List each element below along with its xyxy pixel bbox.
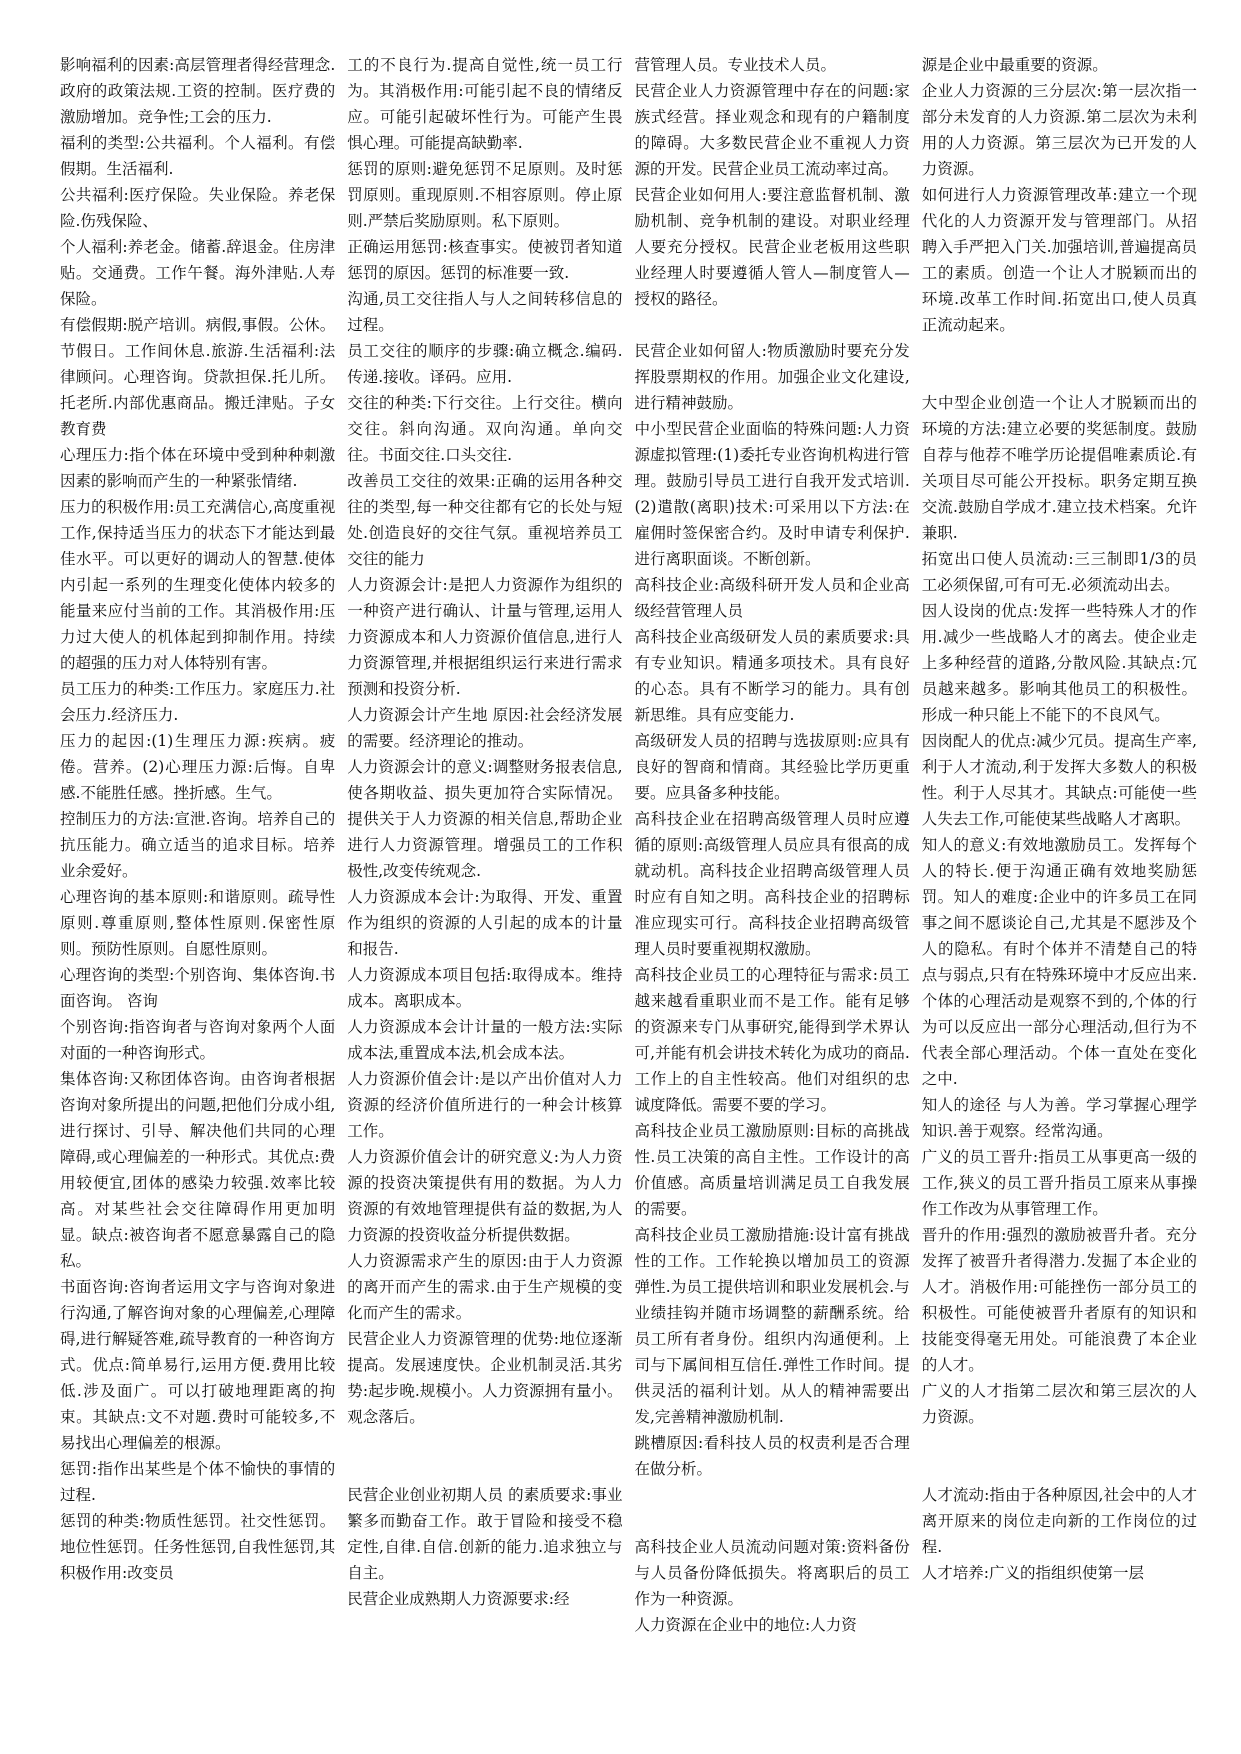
- paragraph: 压力的积极作用:员工充满信心,高度重视工作,保持适当压力的状态下才能达到最佳水平。可以更好的调动人的智慧.使体内引起一系列的生理变化使体内较多的能量来应付当前的工作。其消极作用:压力过大使人的机体起到抑制作用。持续的超强的压力对人体特别有害。: [60, 498, 336, 672]
- paragraph: 个别咨询:指咨询者与咨询对象两个人面对面的一种咨询形式。: [60, 1018, 336, 1062]
- column-4: [922, 52, 1197, 1734]
- paragraph: 福利的类型:公共福利。个人福利。有偿假期。生活福利.: [60, 134, 336, 178]
- paragraph: 心理咨询的类型:个别咨询、集体咨询.书面咨询。 咨询: [60, 966, 336, 1010]
- paragraph: 民营企业如何留人:物质激励时要充分发挥股票期权的作用。加强企业文化建设,进行精神鼓励。: [634, 342, 910, 412]
- paragraph: 惩罚的种类:物质性惩罚。社交性惩罚。地位性惩罚。任务性惩罚,自我性惩罚,其积极作用:改变员: [60, 1512, 336, 1582]
- paragraph: 沟通,员工交往指人与人之间转移信息的过程。: [347, 290, 623, 334]
- paragraph: 因人设岗的优点:发挥一些特殊人才的作用.减少一些战略人才的离去。使企业走上多种经营的道路,分散风险.其缺点:冗员越来越多。影响其他员工的积极性。形成一种只能上不能下的不良风气。: [921, 602, 1197, 724]
- paragraph: 知人的途径 与人为善。学习掌握心理学知识.善于观察。经常沟通。: [921, 1096, 1197, 1140]
- paragraph: 民营企业人力资源管理中存在的问题:家族式经营。择业观念和现有的户籍制度的障碍。大多数民营企业不重视人力资源的开发。民营企业员工流动率过高。: [634, 82, 910, 178]
- paragraph: 民营企业创业初期人员 的素质要求:事业繁多而勤奋工作。敢于冒险和接受不稳定性,自律.自信.创新的能力.追求独立与自主。: [347, 1486, 623, 1582]
- paragraph: 高科技企业人员流动问题对策:资料备份与人员备份降低损失。将离职后的员工作为一种资源。: [634, 1538, 910, 1608]
- paragraph: 改善员工交往的效果:正确的运用各种交往的类型,每一种交往都有它的长处与短处.创造良好的交往气氛。重视培养员工交往的能力: [347, 472, 623, 568]
- spacer: [347, 1430, 622, 1482]
- paragraph: 控制压力的方法:宣泄.咨询。培养自己的抗压能力。确立适当的追求目标。培养业余爱好。: [60, 810, 336, 880]
- column-1: [60, 52, 335, 1734]
- paragraph: 个人福利:养老金。储蓄.辞退金。住房津贴。交通费。工作午餐。海外津贴.人寿保险。: [60, 238, 336, 308]
- paragraph: 交往的种类:下行交往。上行交往。横向交往。斜向沟通。双向沟通。单向交往。书面交往.口头交往.: [347, 394, 623, 464]
- paragraph: 中小型民营企业面临的特殊问题:人力资源虚拟管理:(1)委托专业咨询机构进行管理。鼓励引导员工进行自我开发式培训.(2)遣散(离职)技术:可采用以下方法:在雇佣时签保密合约。及时申请专利保护.进行离职面谈。不断创新。: [634, 420, 910, 568]
- paragraph: 广义的员工晋升:指员工从事更高一级的工作,狭义的员工晋升指员工原来从事操作工作改为从事管理工作。: [921, 1148, 1197, 1218]
- paragraph: 高科技企业:高级科研开发人员和企业高级经营管理人员: [634, 576, 910, 620]
- paragraph: 人力资源价值会计的研究意义:为人力资源的投资决策提供有用的数据。为人力资源的有效地管理提供有益的数据,为人力资源的投资收益分析提供数据。: [347, 1148, 623, 1244]
- paragraph: 晋升的作用:强烈的激励被晋升者。充分发挥了被晋升者得潜力.发掘了本企业的人才。消极作用:可能挫伤一部分员工的积极性。可能使被晋升者原有的知识和技能变得毫无用处。可能浪费了本企业的人才。: [921, 1226, 1197, 1374]
- paragraph: 工的不良行为.提高自觉性,统一员工行为。其消极作用:可能引起不良的情绪反应。可能引起破坏性行为。可能产生畏惧心理。可能提高缺勤率.: [347, 56, 623, 152]
- paragraph: 民营企业成熟期人力资源要求:经: [347, 1590, 570, 1608]
- paragraph: 高级研发人员的招聘与选拔原则:应具有良好的智商和情商。其经验比学历更重要。应具备多种技能。: [634, 732, 910, 802]
- paragraph: 广义的人才指第二层次和第三层次的人力资源。: [921, 1382, 1197, 1426]
- spacer: [922, 1430, 1197, 1482]
- paragraph: 集体咨询:又称团体咨询。由咨询者根据咨询对象所提出的问题,把他们分成小组,进行探讨、引导、解决他们共同的心理障碍,或心理偏差的一种形式。其优点:费用较便宜,团体的感染力较强.效率比较高。对某些社会交往障碍作用更加明显。缺点:被咨询者不愿意暴露自己的隐私。: [60, 1070, 336, 1270]
- column-3: [635, 52, 910, 1734]
- paragraph: 人力资源成本会计计量的一般方法:实际成本法,重置成本法,机会成本法。: [347, 1018, 623, 1062]
- paragraph: 高科技企业员工激励原则:目标的高挑战性.员工决策的高自主性。工作设计的高价值感。高质量培训满足员工自我发展的需要。: [634, 1122, 910, 1218]
- paragraph: 人力资源成本项目包括:取得成本。维持成本。离职成本。: [347, 966, 623, 1010]
- spacer: [635, 312, 910, 338]
- paragraph: 人力资源需求产生的原因:由于人力资源的离开而产生的需求.由于生产规模的变化而产生的需求。: [347, 1252, 623, 1322]
- paragraph: 源是企业中最重要的资源。: [921, 56, 1108, 74]
- paragraph: 高科技企业在招聘高级管理人员时应遵循的原则:高级管理人员应具有很高的成就动机。高科技企业招聘高级管理人员时应有自知之明。高科技企业的招聘标准应现实可行。高科技企业招聘高级管理人员时要重视期权激励。: [634, 810, 910, 958]
- paragraph: 人力资源会计的意义:调整财务报表信息,使各期收益、损失更加符合实际情况。提供关于人力资源的相关信息,帮助企业进行人力资源管理。增强员工的工作积极性,改变传统观念.: [347, 758, 623, 880]
- paragraph: 高科技企业员工的心理特征与需求:员工越来越看重职业而不是工作。能有足够的资源来专门从事研究,能得到学术界认可,并能有机会讲技术转化为成功的商品.工作上的自主性较高。他们对组织的忠诚度降低。需要不要的学习。: [634, 966, 910, 1114]
- spacer: [922, 338, 1197, 390]
- paragraph: 如何进行人力资源管理改革:建立一个现代化的人力资源开发与管理部门。从招聘入手严把入门关.加强培训,普遍提高员工的素质。创造一个让人才脱颖而出的环境.改革工作时间.拓宽出口,使人员真正流动起来。: [921, 186, 1197, 334]
- paragraph: 企业人力资源的三分层次:第一层次指一部分未发育的人力资源.第二层次为未利用的人力资源。第三层次为已开发的人力资源。: [921, 82, 1197, 178]
- paragraph: 拓宽出口使人员流动:三三制即1/3的员工必须保留,可有可无.必须流动出去。: [921, 550, 1197, 594]
- paragraph: 正确运用惩罚:核查事实。使被罚者知道惩罚的原因。惩罚的标准要一致.: [347, 238, 623, 282]
- paragraph: 高科技企业高级研发人员的素质要求:具有专业知识。精通多项技术。具有良好的心态。具有不断学习的能力。具有创新思维。具有应变能力.: [634, 628, 910, 724]
- paragraph: 人才流动:指由于各种原因,社会中的人才离开原来的岗位走向新的工作岗位的过程.: [921, 1486, 1197, 1556]
- column-2: [347, 52, 622, 1734]
- paragraph: 影响福利的因素:高层管理者得经营理念.政府的政策法规.工资的控制。医疗费的激励增加。竞争性;工会的压力.: [60, 56, 336, 126]
- paragraph: 公共福利:医疗保险。失业保险。养老保险.伤残保险、: [60, 186, 336, 230]
- paragraph: 人力资源成本会计:为取得、开发、重置作为组织的资源的人引起的成本的计量和报告.: [347, 888, 623, 958]
- paragraph: 人才培养:广义的指组织使第一层: [921, 1564, 1144, 1582]
- spacer: [635, 1482, 910, 1534]
- paragraph: 心理压力:指个体在环境中受到种种刺激因素的影响而产生的一种紧张情绪.: [60, 446, 336, 490]
- paragraph: 书面咨询:咨询者运用文字与咨询对象进行沟通,了解咨询对象的心理偏差,心理障碍,进行解疑答难,疏导教育的一种咨询方式。优点:简单易行,运用方便.费用比较低.涉及面广。可以打破地理距离的拘束。其缺点:文不对题.费时可能较多,不易找出心理偏差的根源。: [60, 1278, 336, 1452]
- paragraph: 员工交往的顺序的步骤:确立概念.编码.传递.接收。译码。应用.: [347, 342, 623, 386]
- paragraph: 员工压力的种类:工作压力。家庭压力.社会压力.经济压力.: [60, 680, 336, 724]
- paragraph: 心理咨询的基本原则:和谐原则。疏导性原则.尊重原则,整体性原则.保密性原则。预防性原则。自愿性原则。: [60, 888, 336, 958]
- paragraph: 民营企业如何用人:要注意监督机制、激励机制、竞争机制的建设。对职业经理人要充分授权。民营企业老板用这些职业经理人时要遵循人管人—制度管人—授权的路径。: [634, 186, 910, 308]
- paragraph: 营管理人员。专业技术人员。: [634, 56, 837, 74]
- paragraph: 惩罚的原则:避免惩罚不足原则。及时惩罚原则。重现原则.不相容原则。停止原则.严禁后奖励原则。私下原则。: [347, 160, 623, 230]
- paragraph: 人力资源在企业中的地位:人力资: [634, 1616, 857, 1634]
- paragraph: 高科技企业员工激励措施:设计富有挑战性的工作。工作轮换以增加员工的资源弹性.为员工提供培训和职业发展机会.与业绩挂钩并随市场调整的薪酬系统。给员工所有者身份。组织内沟通便利。上司与下属间相互信任.弹性工作时间。提供灵活的福利计划。从人的精神需要出发,完善精神激励机制.: [634, 1226, 910, 1426]
- paragraph: 跳槽原因:看科技人员的权责利是否合理在做分析。: [634, 1434, 910, 1478]
- paragraph: 人力资源会计:是把人力资源作为组织的一种资产进行确认、计量与管理,运用人力资源成本和人力资源价值信息,进行人力资源管理,并根据组织运行来进行需求预测和投资分析.: [347, 576, 623, 698]
- paragraph: 压力的起因:(1)生理压力源:疾病。疲倦。营养。(2)心理压力源:后悔。自卑感.不能胜任感。挫折感。生气。: [60, 732, 336, 802]
- paragraph: 大中型企业创造一个让人才脱颖而出的环境的方法:建立必要的奖惩制度。鼓励自荐与他荐不唯学历论提倡唯素质论.有关项目尽可能公开投标。职务定期互换交流.鼓励自学成才.建立技术档案。允许兼职.: [921, 394, 1197, 542]
- paragraph: 惩罚:指作出某些是个体不愉快的事情的过程.: [60, 1460, 336, 1504]
- paragraph: 民营企业人力资源管理的优势:地位逐渐提高。发展速度快。企业机制灵活.其劣势:起步晚.规模小。人力资源拥有量小。观念落后。: [347, 1330, 623, 1426]
- paragraph: 因岗配人的优点:减少冗员。提高生产率,利于人才流动,利于发挥大多数人的积极性。利于人尽其才。其缺点:可能使一些人失去工作,可能使某些战略人才离职。: [921, 732, 1197, 828]
- paragraph: 知人的意义:有效地激励员工。发挥每个人的特长.便于沟通正确有效地奖励惩罚。知人的难度:企业中的许多员工在同事之间不愿谈论自己,尤其是不愿涉及个人的隐私。有时个体并不清楚自己的特点与弱点,只有在特殊环境中才反应出来.个体的心理活动是观察不到的,个体的行为可以反应出一部分心理活动,但行为不代表全部心理活动。个体一直处在变化之中.: [921, 836, 1197, 1088]
- paragraph: 人力资源价值会计:是以产出价值对人力资源的经济价值所进行的一种会计核算工作。: [347, 1070, 623, 1140]
- paragraph: 有偿假期:脱产培训。病假,事假。公休。节假日。工作间休息.旅游.生活福利:法律顾问。心理咨询。贷款担保.托儿所。托老所.内部优惠商品。搬迁津贴。子女教育费: [60, 316, 336, 438]
- paragraph: 人力资源会计产生地 原因:社会经济发展的需要。经济理论的推动。: [347, 706, 623, 750]
